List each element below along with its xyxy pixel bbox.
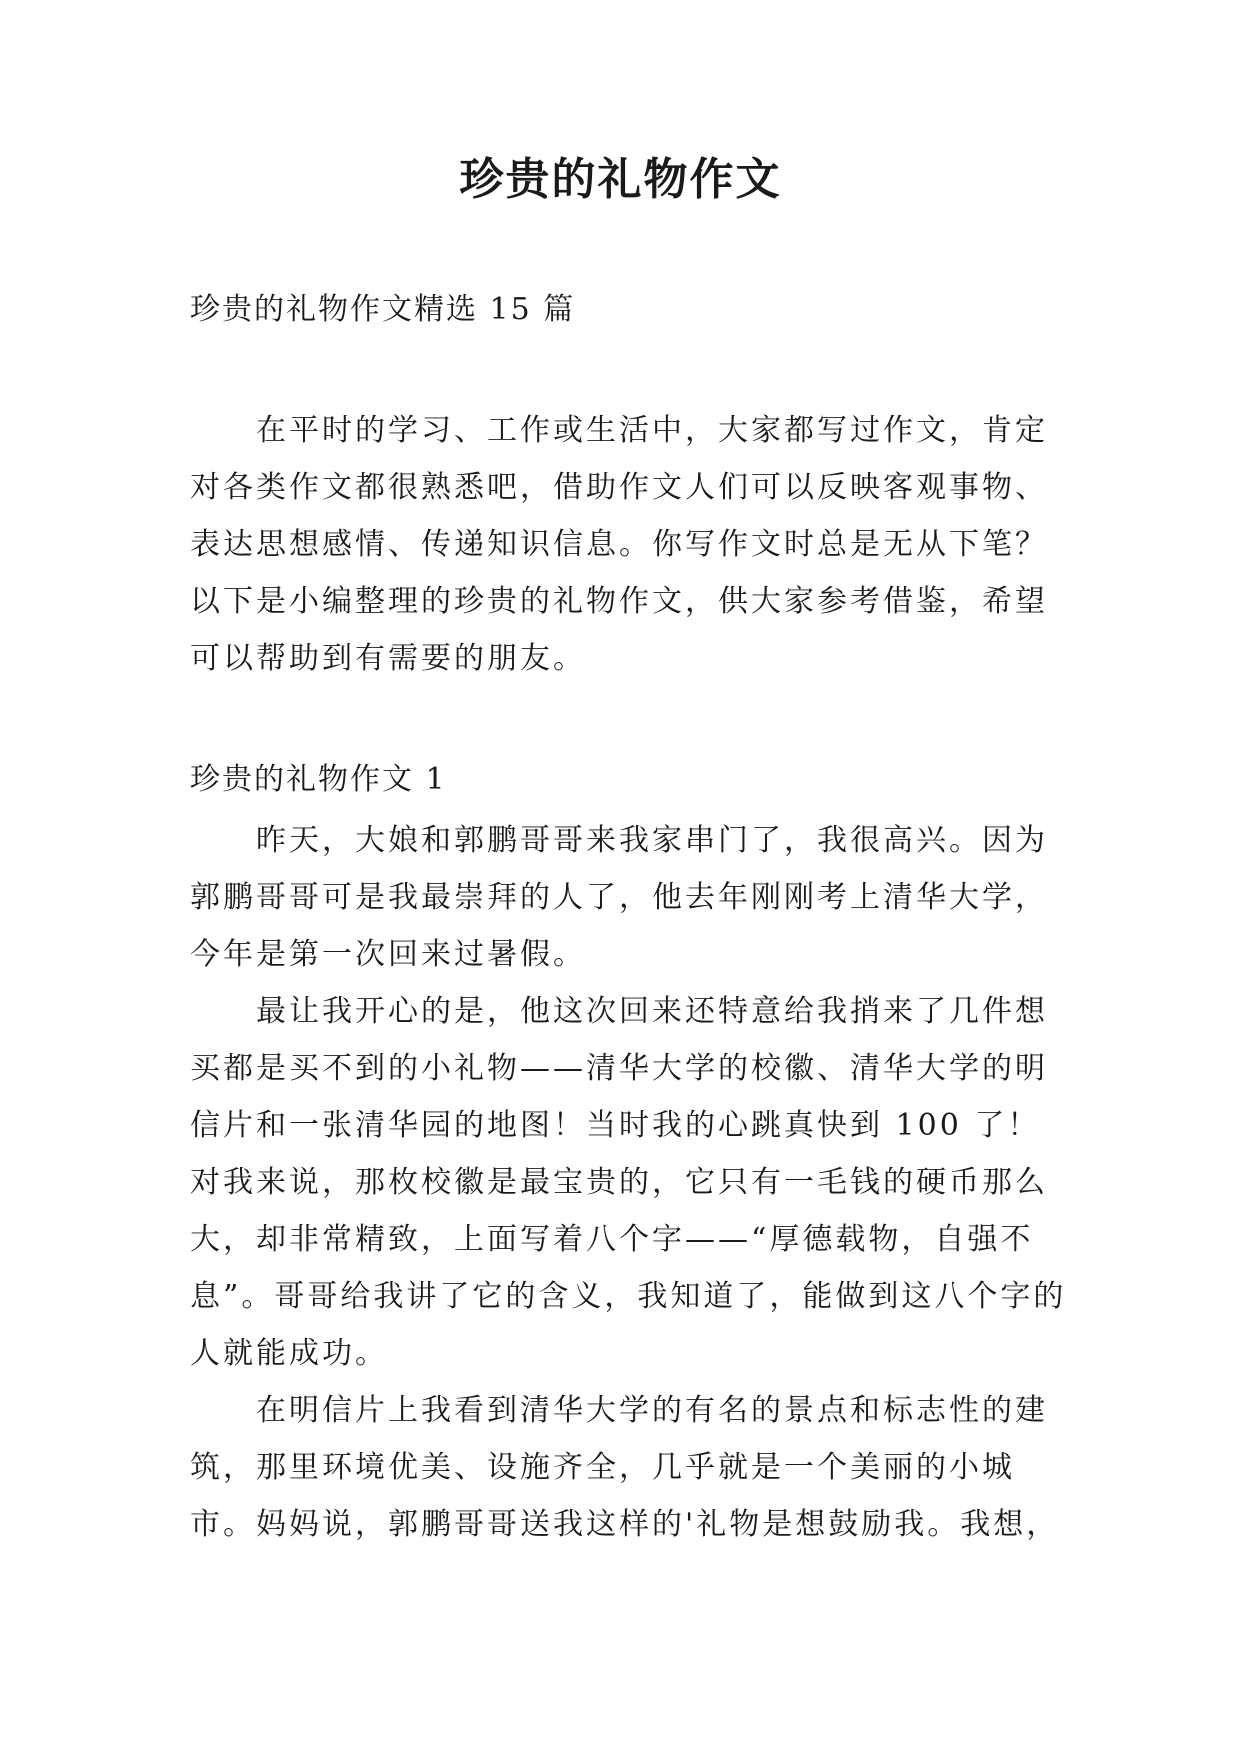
body-paragraph-1: 昨天，大娘和郭鹏哥哥来我家串门了，我很高兴。因为郭鹏哥哥可是我最崇拜的人了，他去年刚刚考上清华大学，今年是第一次回来过暑假。 <box>190 823 1048 972</box>
document-subtitle: 珍贵的礼物作文精选 15 篇 <box>190 292 576 327</box>
section-heading: 珍贵的礼物作文 1 <box>190 762 447 797</box>
intro-paragraph: 在平时的学习、工作或生活中，大家都写过作文，肯定对各类作文都很熟悉吧，借助作文人们可以反映客观事物、表达思想感情、传递知识信息。你写作文时总是无从下笔？以下是小编整理的珍贵的礼物作文，供大家参考借鉴，希望可以帮助到有需要的朋友。 <box>190 413 1048 676</box>
document-title: 珍贵的礼物作文 <box>459 154 782 205</box>
body-paragraph-2: 最让我开心的是，他这次回来还特意给我捎来了几件想买都是买不到的小礼物——清华大学的校徽、清华大学的明信片和一张清华园的地图！当时我的心跳真快到 100 了！对我来说，那枚校徽是最宝贵的，它只有一毛钱的硬币那么大，却非常精致，上面写着八个字——“厚德载物，自强不息”。哥哥给我讲了它的含义，我知道了，能做到这八个字的人就能成功。 <box>190 994 1067 1371</box>
body-paragraph-3: 在明信片上我看到清华大学的有名的景点和标志性的建筑，那里环境优美、设施齐全，几乎就是一个美丽的小城市。妈妈说，郭鹏哥哥送我这样的'礼物是想鼓励我。我想， <box>190 1393 1060 1542</box>
